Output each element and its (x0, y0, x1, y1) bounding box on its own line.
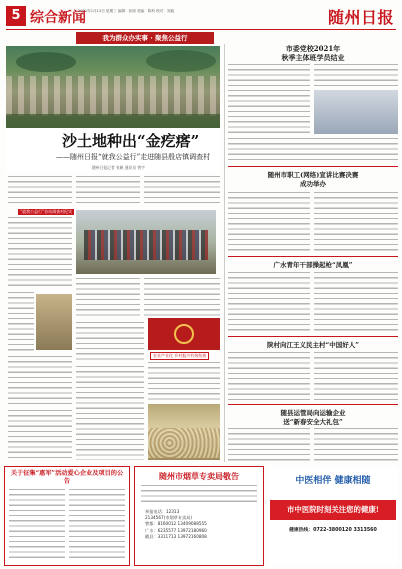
story5-title-2: 送“新春安全大礼包” (283, 418, 343, 426)
article-text-block (314, 64, 398, 88)
article-text-block (76, 366, 144, 460)
story-divider (228, 256, 398, 257)
sidebar-label: “就我公益行”首站调查村纪实 (20, 209, 73, 214)
hotline-1: 2134567(市烟草专卖局) (145, 515, 193, 521)
article-text-block (314, 352, 398, 402)
farm-photo (36, 294, 72, 350)
article-text-block (228, 272, 310, 334)
story-divider (228, 404, 398, 405)
article-text-block (228, 64, 310, 136)
article-text-block (228, 192, 310, 254)
notice-ad (4, 466, 130, 566)
hospital-slogan: 中医相伴 健康相随 (295, 476, 371, 486)
story3-title: 广水青年干部操起枪“凤凰” (273, 261, 353, 269)
article-text-block (228, 138, 398, 162)
article-text-block (144, 176, 220, 206)
story5-title: 随县运管局向运输企业 (280, 409, 346, 417)
harvest-photo (148, 404, 220, 460)
story1-title-2: 秋季主体班学员结业 (281, 53, 345, 62)
article-text-block (228, 352, 310, 402)
article-text-block (228, 428, 310, 462)
article-text-block (314, 428, 398, 462)
article-text-block (76, 322, 144, 362)
hotline-2: 曾都：8160012 13409088555 (145, 521, 207, 527)
article-text-block (76, 176, 140, 206)
page-header (6, 4, 396, 30)
tobacco-hotlines (145, 509, 207, 540)
article-text-block (314, 192, 398, 254)
party-emblem-image (148, 318, 220, 350)
paper-logo: 随州日报 (327, 8, 394, 27)
group-photo (76, 210, 216, 274)
main-headline: 沙土地种出“金疙瘩” (62, 132, 200, 150)
hotline-label: 举报电话：12313 (145, 509, 180, 514)
article-text-block (148, 362, 220, 402)
section-title: 综合新闻 (30, 10, 86, 26)
main-byline: 随州日报记者 张帆 通讯员 曾宇 (92, 165, 145, 170)
story4-title: 陕村向江王义民主村“中国好人” (267, 341, 359, 349)
article-text-block (8, 292, 34, 354)
main-subheadline: ——随州日报“就我公益行”走进随县殷店镇调查村 (56, 153, 211, 161)
article-text-block (144, 278, 220, 318)
hotline-3: 广水：6235577 13972180960 (145, 527, 207, 533)
hotline-4: 随县：3311713 13972160808 (145, 533, 207, 539)
article-text-block (76, 278, 140, 318)
article-text-block (8, 410, 72, 460)
story-divider (228, 336, 398, 337)
page-number: 5 (6, 6, 26, 26)
story2-title: 随州市职工(网络)宣讲比赛决赛 (267, 171, 359, 179)
article-text-block (8, 356, 72, 406)
inset-label: 农业产业化 乡村振兴有效衔接 (150, 352, 209, 360)
column-divider (224, 44, 225, 462)
hospital-main-text: 市中医院时刻关注您的健康! (270, 500, 396, 520)
article-text-block (314, 272, 398, 334)
article-text-block (8, 176, 72, 206)
story-divider (228, 166, 398, 167)
class-photo (314, 90, 398, 134)
story2-title-2: 成功举办 (300, 180, 326, 188)
tobacco-ad (134, 466, 264, 566)
notice-ad-title: 关于征集“惠军”活动爱心企业及项目的公告 (10, 470, 124, 485)
hospital-ad (268, 466, 398, 566)
article-text-block (8, 217, 72, 289)
tobacco-ad-title: 随州市烟草专卖局敬告 (159, 471, 239, 481)
hospital-phone: 健康热线：0722-3800120 3313560 (289, 528, 377, 533)
header-meta: 2021年1月13日 星期三 编辑：彭丽 美编：陈科 校对：刘毅 (78, 9, 175, 13)
field-photo (6, 46, 220, 128)
campaign-banner: 我为群众办实事 · 聚焦公益行 (76, 32, 214, 44)
story1-title: 市委党校2021年 (285, 44, 341, 53)
